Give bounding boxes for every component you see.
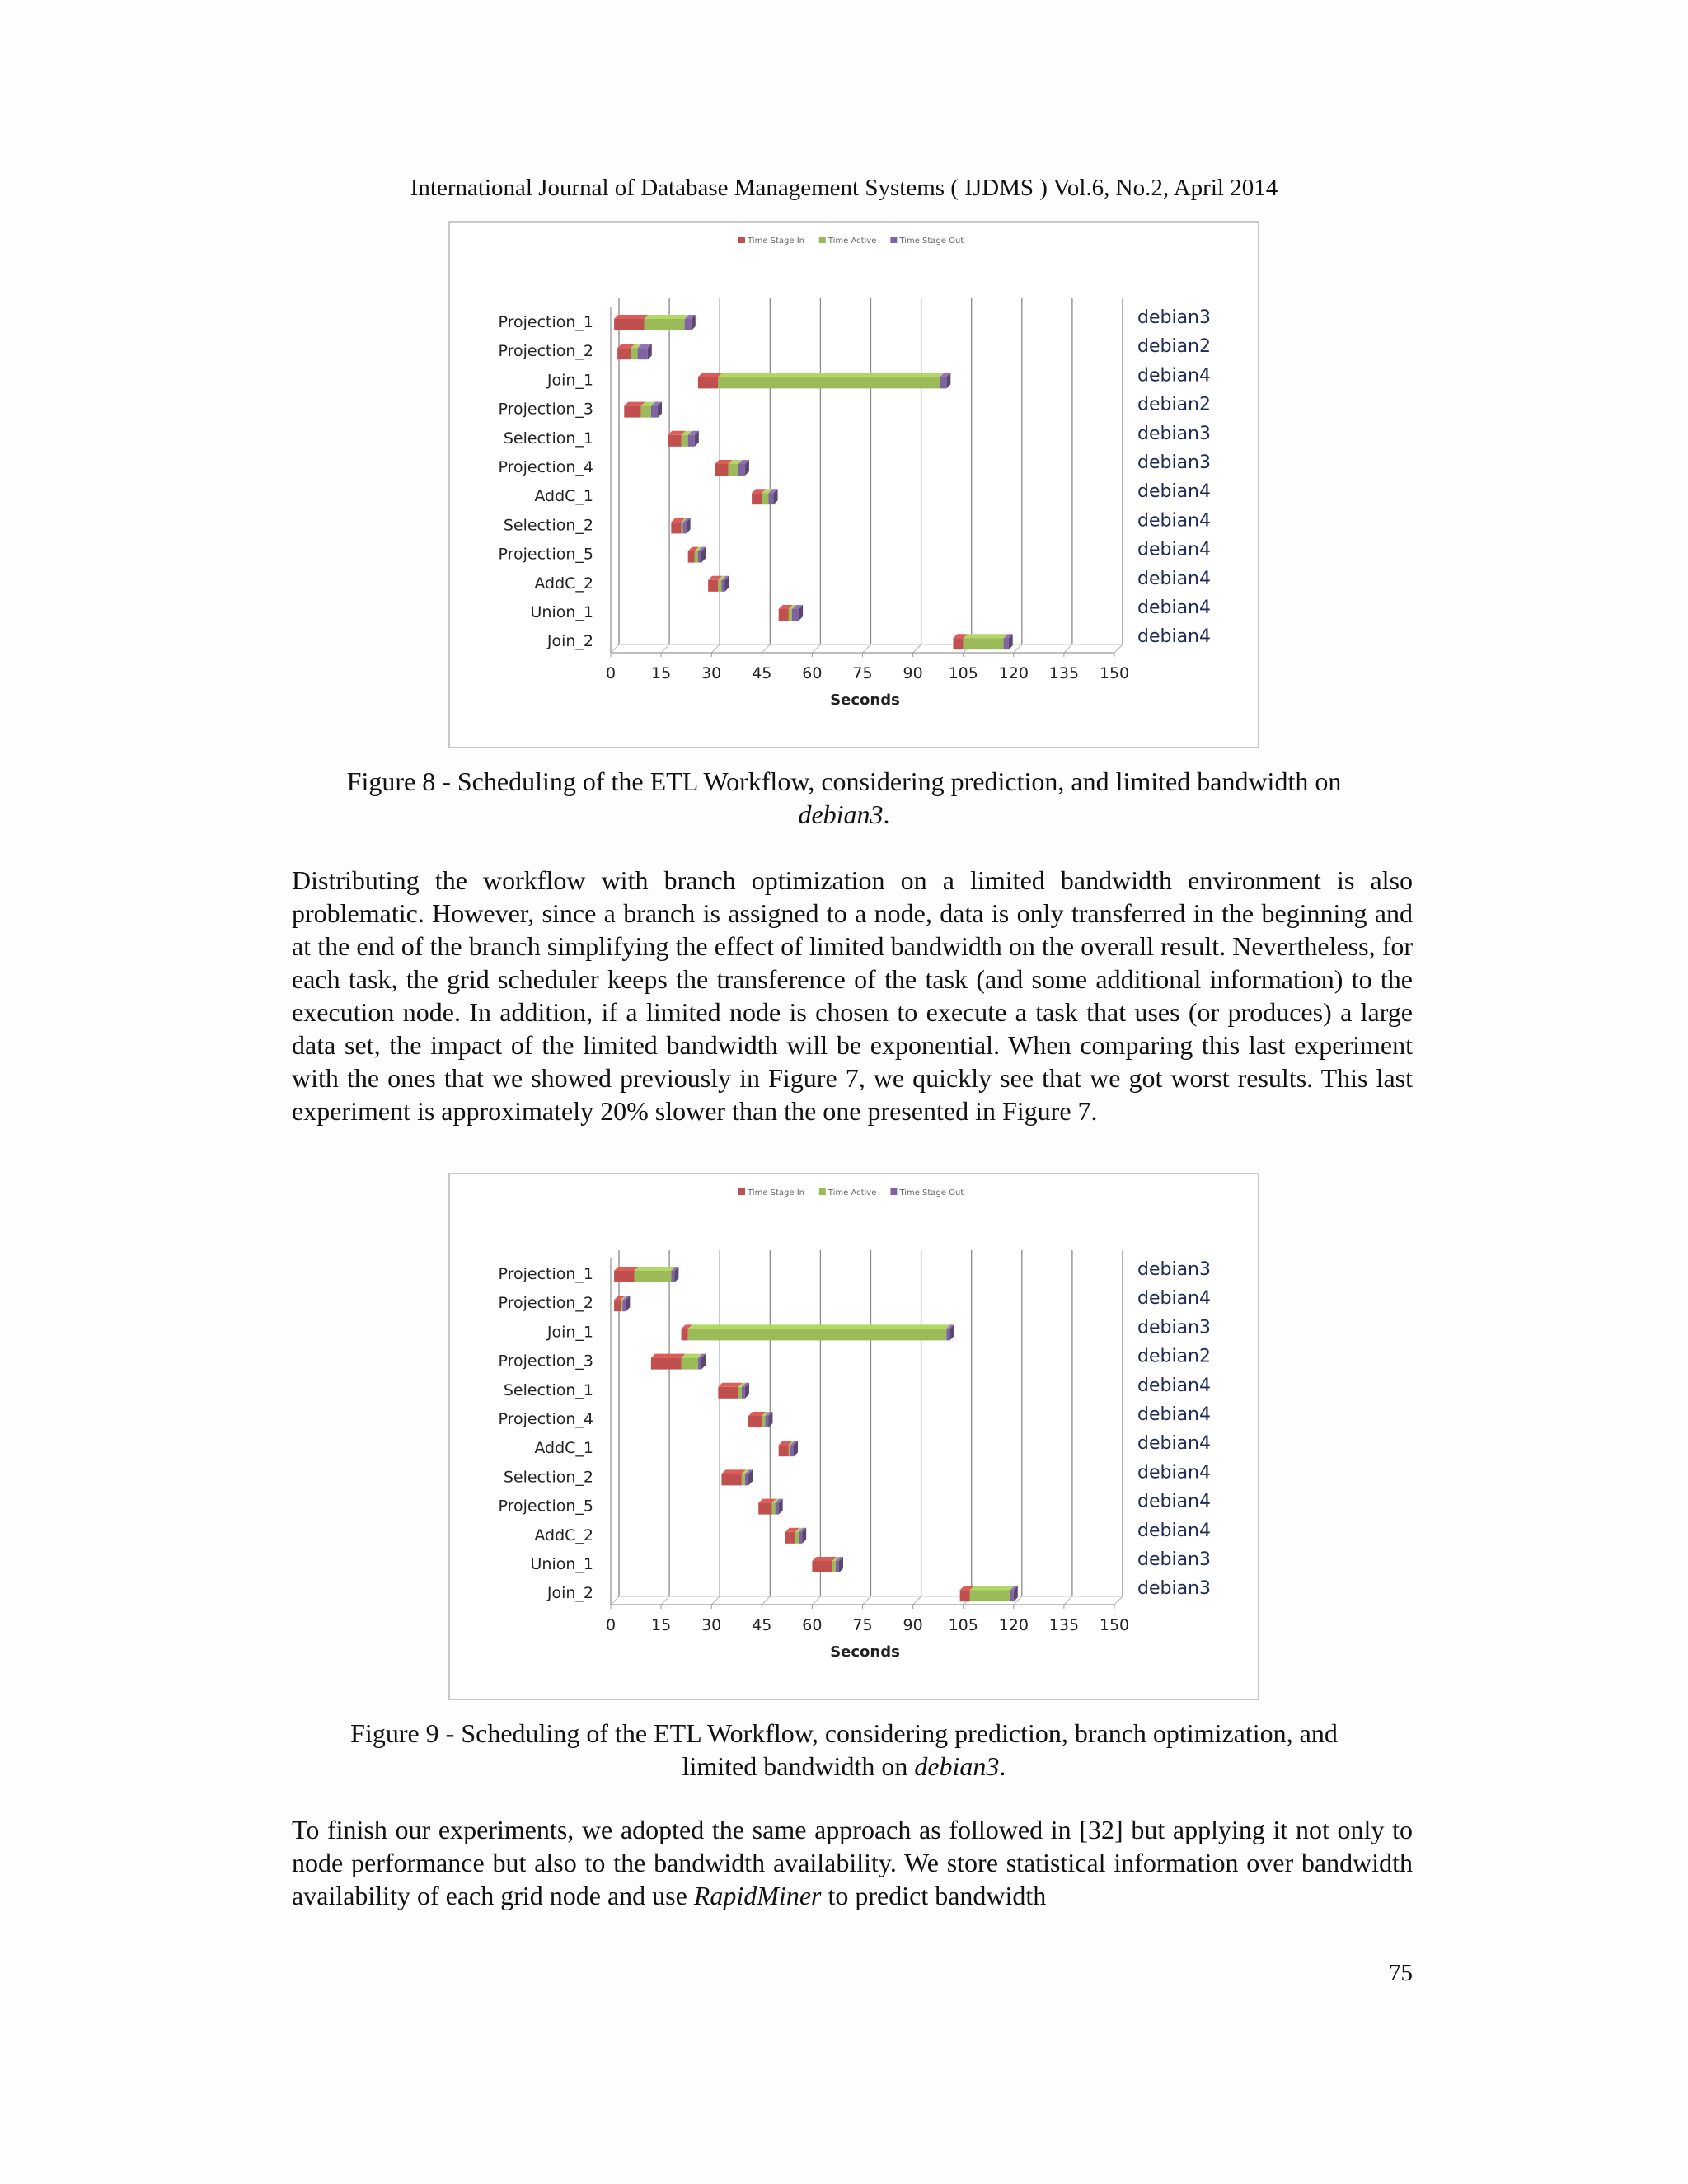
node-label: debian3: [1137, 1317, 1211, 1338]
node-label: debian4: [1137, 1433, 1211, 1455]
bar-segment: [762, 1416, 765, 1427]
category-label: Join_2: [546, 1584, 593, 1603]
bar-segment-top: [721, 1469, 745, 1474]
chart-legend: [738, 237, 964, 246]
legend-label: Time Stage In: [748, 1188, 805, 1197]
category-label: Projection_3: [498, 400, 593, 419]
figure-8-caption-italic: debian3: [798, 799, 884, 829]
category-label: Projection_1: [498, 1265, 593, 1283]
gridline-floor: [913, 1596, 921, 1605]
x-tick-label: 75: [852, 1616, 873, 1634]
node-label: debian4: [1137, 1491, 1211, 1512]
gridline-floor: [812, 644, 820, 653]
x-tick-label: 15: [651, 664, 672, 682]
gridline-floor: [1114, 1596, 1123, 1605]
category-label: Projection_4: [498, 458, 593, 476]
bar-segment: [718, 377, 940, 388]
gridline-floor: [711, 1596, 720, 1605]
legend-label: Time Stage In: [748, 237, 805, 246]
x-tick-label: 45: [752, 1616, 772, 1634]
node-label: debian4: [1137, 510, 1211, 532]
bar-segment: [789, 609, 792, 621]
bar-segment: [940, 377, 946, 388]
bar-segment-top: [688, 1324, 951, 1329]
x-tick-label: 30: [701, 1616, 722, 1634]
x-tick-label: 75: [852, 664, 873, 682]
bar-segment: [682, 1329, 688, 1340]
bar-segment: [779, 609, 789, 621]
gridline-floor: [812, 1596, 820, 1605]
bar-segment: [698, 1358, 701, 1370]
node-label: debian3: [1137, 1259, 1211, 1280]
bar-segment: [752, 493, 762, 504]
bar-segment-top: [970, 1586, 1015, 1590]
x-axis-title: Seconds: [830, 1643, 900, 1661]
legend-swatch: [819, 237, 826, 243]
x-tick-label: 0: [605, 1616, 617, 1634]
node-label: debian4: [1137, 539, 1211, 560]
category-label: Projection_2: [498, 342, 593, 361]
bar-segment: [682, 522, 683, 533]
node-label: debian4: [1137, 598, 1211, 618]
bar-segment-top: [964, 634, 1008, 638]
bar-segment: [1004, 638, 1009, 649]
category-label: AddC_1: [534, 1439, 593, 1458]
gridline-floor: [661, 644, 669, 653]
bar-segment: [748, 1416, 762, 1427]
node-label: debian3: [1137, 423, 1211, 444]
gridline-floor: [611, 644, 619, 653]
bar-segment: [651, 406, 658, 418]
bar-segment: [624, 406, 640, 418]
figure-9-caption-line2: limited bandwidth on: [682, 1751, 915, 1781]
bar-segment: [795, 1532, 799, 1544]
node-label: debian4: [1137, 1404, 1211, 1425]
bar-segment: [715, 464, 728, 476]
node-label: debian2: [1137, 336, 1211, 358]
node-label: debian2: [1137, 1346, 1211, 1367]
bar-segment: [671, 522, 681, 533]
node-label: debian4: [1137, 365, 1211, 387]
x-tick-label: 45: [752, 664, 772, 682]
gridline-floor: [611, 1596, 619, 1605]
bar-segment: [685, 319, 692, 330]
category-label: AddC_1: [534, 487, 593, 506]
node-label: debian4: [1137, 1520, 1211, 1541]
gridline-floor: [661, 1596, 669, 1605]
category-label: Projection_3: [498, 1352, 593, 1371]
bar-segment-top: [614, 315, 649, 319]
bar-segment: [729, 464, 738, 476]
bar-segment: [762, 493, 768, 504]
bar-segment-top: [635, 1267, 676, 1271]
bar-segment: [614, 319, 645, 330]
bar-segment: [621, 1300, 622, 1311]
gridline-floor: [1114, 644, 1123, 653]
x-tick-label: 135: [1048, 1616, 1080, 1634]
bar-segment: [738, 1387, 742, 1399]
paragraph-2: [292, 1813, 1413, 1912]
chart-gridlines: [611, 1250, 1123, 1605]
legend-swatch: [890, 1188, 897, 1195]
category-label: Selection_1: [503, 429, 593, 448]
figure-9-caption-line1: Figure 9 - Scheduling of the ETL Workflow, considering prediction, branch optimization, and: [350, 1718, 1338, 1748]
bar-segment: [688, 551, 695, 563]
bar-segment: [772, 1503, 776, 1515]
x-tick-label: 150: [1099, 664, 1130, 682]
x-tick-label: 90: [903, 1616, 923, 1634]
bar-segment: [964, 638, 1004, 649]
gridline-floor: [1064, 644, 1072, 653]
x-tick-label: 105: [948, 1616, 978, 1634]
bar-segment: [745, 1474, 748, 1485]
bar-segment-top: [614, 1267, 638, 1271]
node-label: debian4: [1137, 568, 1211, 589]
bar-segment: [617, 348, 631, 359]
page-number: 75: [1389, 1960, 1413, 1986]
gridline-floor: [762, 644, 770, 653]
bar-segment: [718, 1387, 738, 1399]
bar-segment: [614, 1271, 634, 1282]
gridline-floor: [863, 644, 871, 653]
journal-header: International Journal of Database Management Systems ( IJDMS ) Vol.6, No.2, April 2014: [410, 175, 1278, 201]
paragraph-1: Distributing the workflow with branch optimization on a limited bandwidth environment is also problematic. However, since a branch is assigned to a node, data is only transferred in the beginning and at the end of the branch simplifying the effect of limited bandwidth on the overall result. Nevertheless, for each task, the grid scheduler keeps the transference of the task (and some additional information) to the execution node. In addition, if a limited node is chosen to execute a task that uses (or produces) a large data set, the impact of the limited bandwidth will be exponential. When comparing this last experiment with the ones that we showed previously in Figure 7, we quickly see that we got worst results. This last experiment is approximately 20% slower than the one presented in Figure 7.: [292, 865, 1413, 1126]
bar-segment: [721, 1474, 741, 1485]
bar-segment: [836, 1561, 839, 1572]
bar-segment: [789, 1445, 790, 1456]
figure-9-caption-end: .: [999, 1751, 1006, 1781]
bar-segment: [721, 580, 724, 592]
legend-swatch: [738, 237, 745, 243]
figure-8-caption-end: .: [883, 799, 890, 829]
bar-segment: [638, 348, 648, 359]
figure-8-caption-main: Figure 8 - Scheduling of the ETL Workflow, considering prediction, and limited bandwidth on: [346, 766, 1342, 796]
x-tick-label: 120: [998, 664, 1029, 682]
bar-segment-top: [718, 1383, 742, 1387]
bar-segment: [651, 1358, 682, 1370]
bar-segment: [946, 1329, 950, 1340]
figure-9-svg: [450, 1174, 1258, 1699]
node-label: debian3: [1137, 452, 1211, 473]
gridline-floor: [863, 1596, 871, 1605]
node-label: debian4: [1137, 626, 1211, 648]
legend-label: Time Stage Out: [899, 1188, 964, 1197]
bar-segment: [698, 551, 701, 563]
bar-segment: [631, 348, 637, 359]
category-label: AddC_2: [534, 1526, 593, 1544]
bar-segment: [742, 1387, 745, 1399]
figure-8-svg: [450, 223, 1258, 747]
node-label: debian2: [1137, 394, 1211, 415]
bar-segment: [718, 580, 721, 592]
category-label: Projection_4: [498, 1410, 593, 1428]
rapidminer-term: RapidMiner: [693, 1881, 822, 1910]
legend-label: Time Active: [828, 1188, 877, 1197]
bar-segment: [970, 1590, 1010, 1601]
bar-segment: [765, 1416, 768, 1427]
bar-segment: [698, 377, 718, 388]
figure-9-chart: [448, 1173, 1259, 1700]
category-label: Join_2: [546, 632, 593, 651]
legend-swatch: [890, 237, 897, 243]
figure-9-caption: [247, 1717, 1441, 1783]
bar-segment: [614, 1300, 621, 1311]
category-label: AddC_2: [534, 574, 593, 593]
bar-segment: [832, 1561, 836, 1572]
x-tick-label: 30: [701, 664, 722, 682]
chart-legend: [738, 1188, 964, 1197]
paragraph-2-end: to predict bandwidth: [821, 1881, 1047, 1910]
bar-segment: [682, 435, 688, 447]
bar-segment: [641, 406, 651, 418]
category-label: Selection_2: [503, 516, 593, 535]
bar-segment: [758, 1503, 771, 1515]
category-label: Selection_1: [503, 1380, 593, 1399]
bar-segment: [671, 1271, 674, 1282]
category-label: Union_1: [530, 603, 593, 621]
legend-label: Time Active: [828, 237, 877, 246]
node-label: debian4: [1137, 481, 1211, 503]
bar-segment: [668, 435, 681, 447]
bar-segment: [792, 609, 799, 621]
x-axis-title: Seconds: [830, 691, 900, 709]
bar-segment: [738, 464, 745, 476]
bar-segment: [812, 1561, 832, 1572]
bar-segment: [953, 638, 963, 649]
gridline-floor: [1014, 644, 1022, 653]
node-label: debian4: [1137, 1288, 1211, 1310]
bar-segment: [645, 319, 685, 330]
x-tick-label: 135: [1048, 664, 1080, 682]
category-label: Projection_5: [498, 1497, 593, 1516]
bar-segment: [1010, 1590, 1014, 1601]
category-label: Union_1: [530, 1555, 593, 1573]
bar-segment-top: [645, 315, 689, 319]
node-label: debian3: [1137, 1549, 1211, 1570]
legend-label: Time Stage Out: [899, 237, 964, 246]
bar-segment: [688, 1329, 947, 1340]
x-tick-label: 15: [651, 1616, 672, 1634]
gridline-floor: [762, 1596, 770, 1605]
category-label: Projection_2: [498, 1294, 593, 1313]
gridline-floor: [1064, 1596, 1072, 1605]
category-label: Projection_1: [498, 313, 593, 331]
bar-segment-top: [698, 373, 722, 377]
bar-segment: [799, 1532, 802, 1544]
figure-8-caption: [247, 765, 1441, 831]
bar-segment: [695, 551, 698, 563]
bar-segment: [779, 1445, 789, 1456]
node-label: debian3: [1137, 307, 1211, 328]
bar-segment-top: [812, 1557, 836, 1561]
bar-segment: [635, 1271, 672, 1282]
chart-gridlines: [611, 298, 1123, 653]
bar-segment: [682, 1358, 698, 1370]
bar-segment: [688, 435, 695, 447]
x-tick-label: 120: [998, 1616, 1029, 1634]
bar-segment: [790, 1445, 794, 1456]
bar-segment: [768, 493, 773, 504]
x-tick-label: 60: [802, 664, 823, 682]
bar-segment: [960, 1590, 970, 1601]
node-label: debian3: [1137, 1578, 1211, 1600]
figure-9-caption-italic: debian3: [914, 1751, 1000, 1781]
figure-8-chart: [448, 221, 1259, 748]
node-label: debian4: [1137, 1375, 1211, 1396]
bar-segment: [622, 1300, 626, 1311]
category-label: Selection_2: [503, 1468, 593, 1487]
category-label: Join_1: [546, 371, 593, 390]
category-label: Projection_5: [498, 545, 593, 564]
x-tick-label: 60: [802, 1616, 823, 1634]
paragraph-2-text: To finish our experiments, we adopted the same approach as followed in [32] but applying it not only to node performance but also to the bandwidth availability. We store statistical information over bandwidth availability of each grid node and use: [292, 1815, 1413, 1910]
x-tick-label: 0: [605, 664, 617, 682]
node-label: debian4: [1137, 1462, 1211, 1483]
x-tick-label: 150: [1099, 1616, 1130, 1634]
gridline-floor: [711, 644, 720, 653]
bar-segment: [776, 1503, 779, 1515]
gridline-floor: [913, 644, 921, 653]
legend-swatch: [738, 1188, 745, 1195]
bar-segment-top: [651, 1354, 686, 1358]
legend-swatch: [819, 1188, 826, 1195]
x-tick-label: 90: [903, 664, 923, 682]
category-label: Join_1: [546, 1323, 593, 1342]
bar-segment-top: [718, 373, 944, 377]
bar-segment: [683, 522, 687, 533]
bar-segment: [742, 1474, 745, 1485]
bar-segment: [708, 580, 718, 592]
bar-segment: [785, 1532, 795, 1544]
x-tick-label: 105: [948, 664, 978, 682]
